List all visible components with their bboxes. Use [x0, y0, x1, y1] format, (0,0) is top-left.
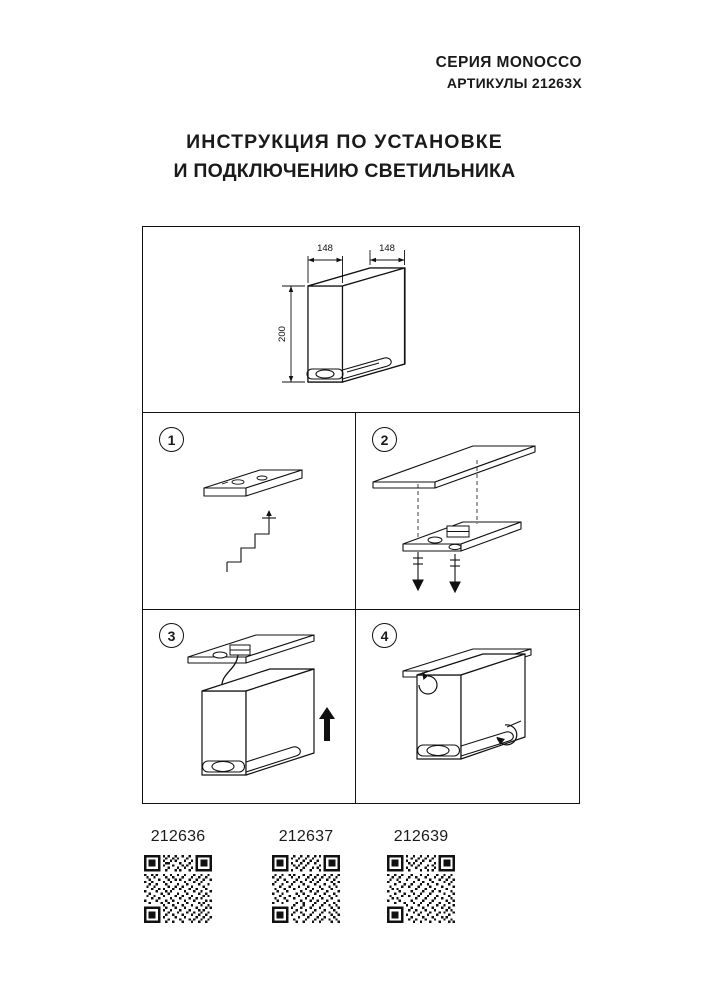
code-number-1: 212637 — [278, 828, 334, 845]
code-block-2 — [361, 828, 481, 923]
step-badge-2: 2 — [372, 427, 397, 452]
product-codes — [142, 828, 580, 948]
product-dimensions-drawing — [142, 226, 580, 412]
product-dimensions-panel — [142, 226, 580, 412]
document-header — [436, 52, 582, 93]
step-badge-4: 4 — [372, 623, 397, 648]
page-title — [0, 128, 707, 186]
dimension-width-left: 148 — [317, 243, 333, 254]
qr-code-2 — [387, 855, 455, 923]
step-4-panel — [355, 609, 580, 804]
code-block-1 — [246, 828, 366, 923]
step-2-panel — [355, 412, 580, 609]
step-3-panel — [142, 609, 355, 804]
step-1-panel — [142, 412, 355, 609]
qr-code-1 — [272, 855, 340, 923]
step-4-drawing — [355, 609, 580, 804]
dimension-depth: 148 — [379, 243, 395, 254]
series-label: СЕРИЯ MONOCCO — [435, 54, 582, 71]
dimension-height: 200 — [277, 326, 288, 342]
page-title-line2: И ПОДКЛЮЧЕНИЮ СВЕТИЛЬНИКА — [173, 160, 516, 182]
qr-code-0 — [144, 855, 212, 923]
step-badge-3: 3 — [159, 623, 184, 648]
articles-label: АРТИКУЛЫ 21263X — [446, 75, 582, 91]
step-2-drawing — [355, 412, 580, 609]
code-block-0 — [118, 828, 238, 923]
step-3-drawing — [142, 609, 355, 804]
code-number-0: 212636 — [150, 828, 206, 845]
step-badge-1: 1 — [159, 427, 184, 452]
code-number-2: 212639 — [393, 828, 449, 845]
step-1-drawing — [142, 412, 355, 609]
page-title-line1: ИНСТРУКЦИЯ ПО УСТАНОВКЕ — [186, 131, 503, 153]
